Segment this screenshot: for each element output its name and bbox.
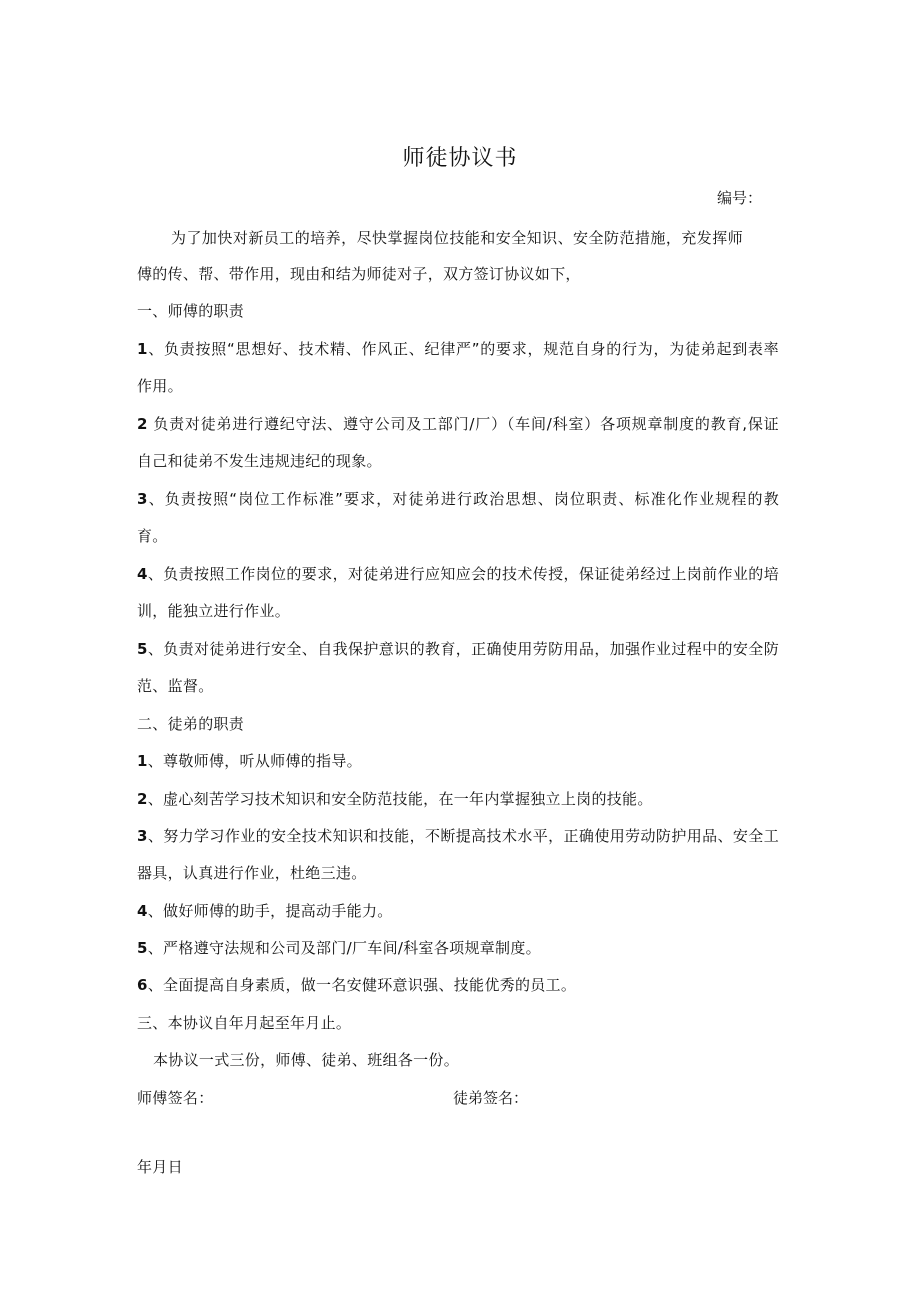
item-number: 2 bbox=[137, 790, 148, 808]
section-1-item-1-line-1 bbox=[137, 339, 779, 359]
section-2-item-3-line-2: 器具，认真进行作业，杜绝三违。 bbox=[137, 864, 367, 882]
item-text: 、尊敬师傅，听从师傅的指导。 bbox=[147, 752, 362, 770]
section-1-item-4-line-1 bbox=[137, 564, 779, 584]
section-1-item-5-line-2: 范、监督。 bbox=[137, 677, 214, 695]
section-2-item-2 bbox=[137, 789, 653, 809]
master-signature-label: 师傅签名： bbox=[137, 1089, 214, 1107]
serial-number-label: 编号： bbox=[716, 189, 762, 207]
section-1-item-4-line-2: 训，能独立进行作业。 bbox=[137, 602, 291, 620]
item-text: 、做好师傅的助手，提高动手能力。 bbox=[147, 902, 393, 920]
section-1-heading: 一、师傅的职责 bbox=[137, 302, 245, 320]
item-text: 、全面提高自身素质，做一名安健环意识强、技能优秀的员工。 bbox=[147, 976, 577, 994]
item-text: 、严格遵守法规和公司及部门/厂车间/科室各项规章制度。 bbox=[147, 939, 541, 957]
section-1-item-3-line-2: 育。 bbox=[137, 527, 168, 545]
item-number: 3 bbox=[137, 490, 148, 508]
copies-statement: 本协议一式三份，师傅、徒弟、班组各一份。 bbox=[153, 1051, 460, 1069]
section-1-item-3-line-1 bbox=[137, 489, 779, 509]
apprentice-signature-label: 徒弟签名： bbox=[453, 1089, 529, 1107]
date-label: 年月日 bbox=[137, 1158, 183, 1176]
section-2-item-6 bbox=[137, 975, 576, 995]
item-number: 1 bbox=[137, 340, 148, 358]
item-number: 3 bbox=[137, 827, 148, 845]
item-text: 、努力学习作业的安全技术知识和技能，不断提高技术水平，正确使用劳动防护用品、安全工 bbox=[147, 827, 779, 845]
section-2-heading: 二、徒弟的职责 bbox=[137, 715, 245, 733]
section-2-item-3-line-1 bbox=[137, 826, 779, 846]
item-text: 、负责按照工作岗位的要求，对徒弟进行应知应会的技术传授，保证徒弟经过上岗前作业的培 bbox=[147, 565, 779, 583]
item-text: 、负责按照“岗位工作标准”要求，对徒弟进行政治思想、岗位职责、标准化作业规程的教 bbox=[147, 490, 779, 508]
item-text: 负责对徒弟进行遵纪守法、遵守公司及工部门/厂）（车间/科室）各项规章制度的教育,保证 bbox=[147, 415, 779, 433]
section-2-item-4 bbox=[137, 901, 393, 921]
section-1-item-1-line-2: 作用。 bbox=[137, 377, 183, 395]
intro-line-1: 为了加快对新员工的培养，尽快掌握岗位技能和安全知识、安全防范措施，充发挥师 bbox=[171, 229, 743, 247]
item-number: 1 bbox=[137, 752, 148, 770]
section-3-heading: 三、本协议自年月起至年月止。 bbox=[137, 1014, 352, 1032]
item-number: 4 bbox=[137, 565, 148, 583]
item-number: 5 bbox=[137, 640, 148, 658]
item-number: 2 bbox=[137, 415, 148, 433]
intro-line-2: 傅的传、帮、带作用，现由和结为师徒对子，双方签订协议如下， bbox=[137, 265, 581, 283]
item-number: 6 bbox=[137, 976, 148, 994]
section-2-item-1 bbox=[137, 751, 362, 771]
item-text: 、负责对徒弟进行安全、自我保护意识的教育，正确使用劳防用品，加强作业过程中的安全防 bbox=[147, 640, 779, 658]
item-text: 、负责按照“思想好、技术精、作风正、纪律严”的要求，规范自身的行为，为徒弟起到表率 bbox=[147, 340, 779, 358]
item-number: 4 bbox=[137, 902, 148, 920]
item-number: 5 bbox=[137, 939, 148, 957]
section-1-item-5-line-1 bbox=[137, 639, 779, 659]
document-title: 师徒协议书 bbox=[402, 146, 518, 171]
item-text: 、虚心刻苦学习技术知识和安全防范技能，在一年内掌握独立上岗的技能。 bbox=[147, 790, 653, 808]
section-1-item-2-line-1 bbox=[137, 414, 779, 434]
section-2-item-5 bbox=[137, 938, 541, 958]
section-1-item-2-line-2: 自己和徒弟不发生违规违纪的现象。 bbox=[137, 452, 382, 470]
